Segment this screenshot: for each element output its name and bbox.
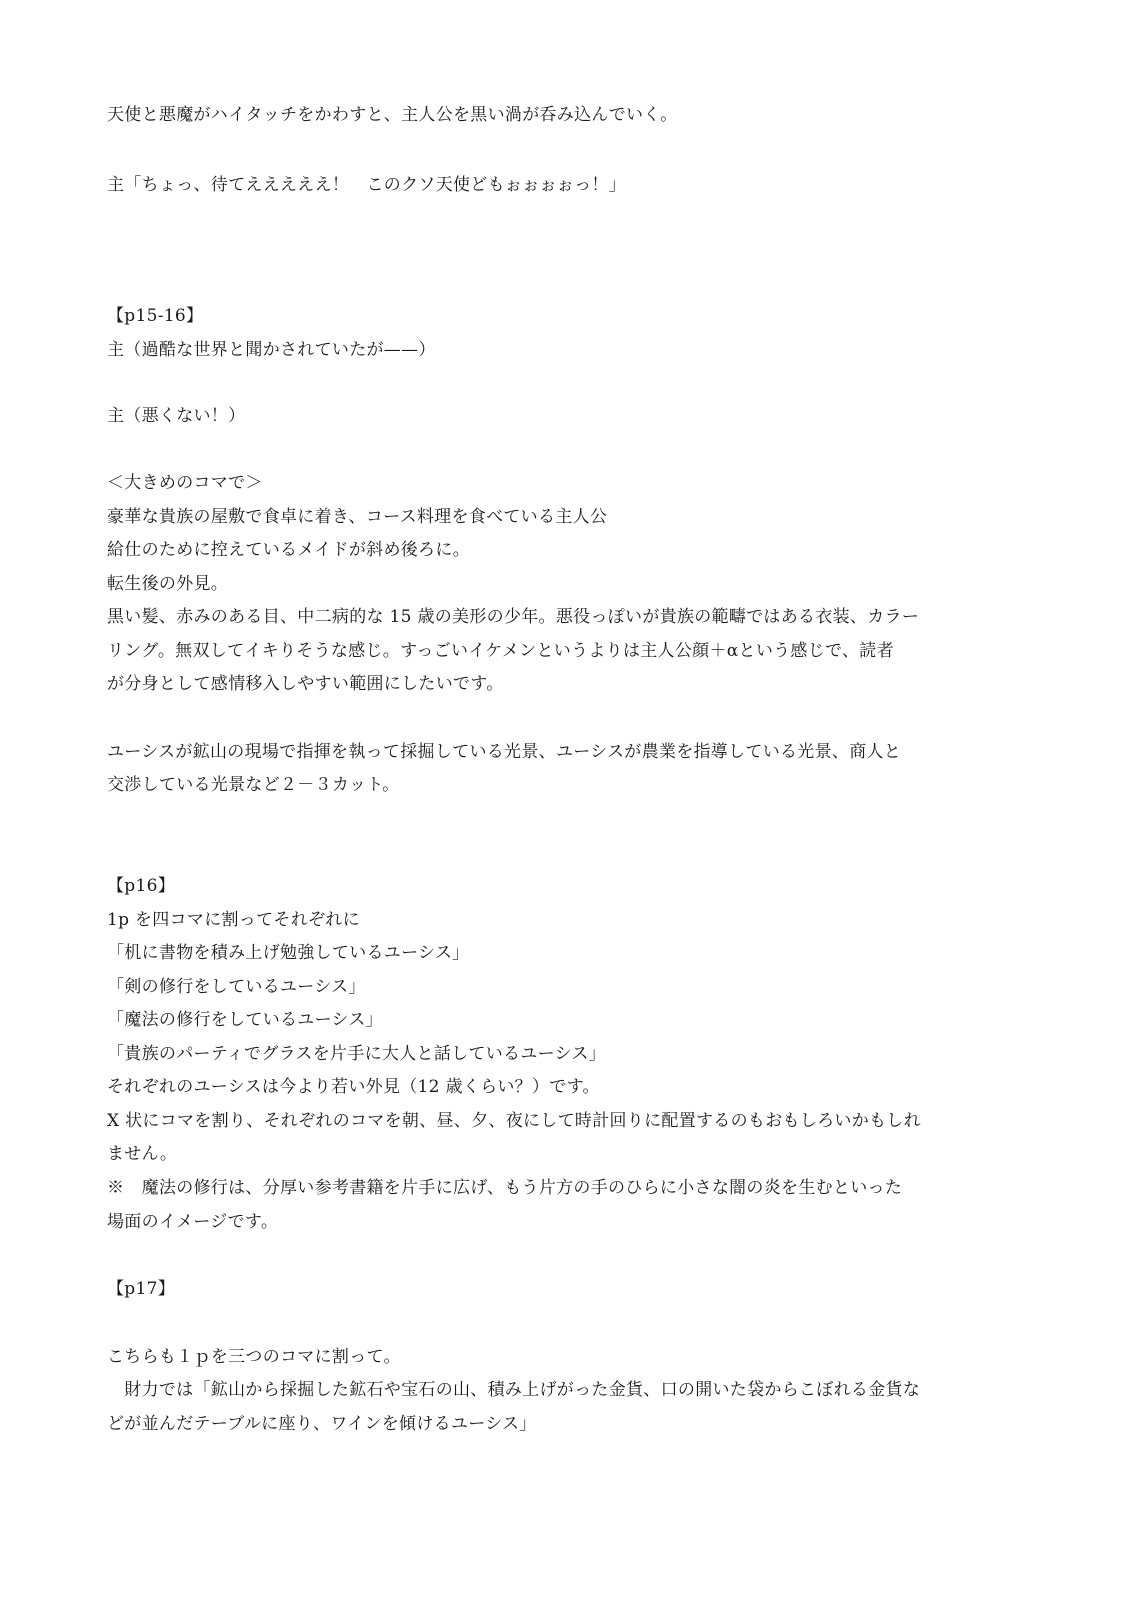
body-text-line: 給仕のために控えているメイドが斜め後ろに。 <box>107 540 470 560</box>
body-text-line: こちらも１ｐを三つのコマに割って。 <box>107 1347 401 1367</box>
body-text-line: 交渉している光景など２－３カット。 <box>107 775 400 795</box>
panel-description: 「貴族のパーティでグラスを片手に大人と話しているユーシス」 <box>107 1044 606 1064</box>
dialogue-line: 主（悪くない！） <box>107 406 246 426</box>
panel-description: 財力では「鉱山から採掘した鉱石や宝石の山、積み上げがった金貨、口の開いた袋からこぼれる金貨な <box>107 1380 921 1400</box>
panel-description: 「剣の修行をしているユーシス」 <box>107 977 366 997</box>
body-text-line: X 状にコマを割り、それぞれのコマを朝、昼、夕、夜にして時計回りに配置するのもおもしろいかもしれ <box>107 1111 921 1131</box>
dialogue-line: 主「ちょっ、待てえええええ！ このクソ天使どもぉぉぉぉっ！」 <box>107 175 626 195</box>
section-heading-p16: 【p16】 <box>107 876 176 896</box>
body-text-line: リング。無双してイキりそうな感じ。すっごいイケメンというよりは主人公顔＋αという感じで、読者 <box>107 641 894 661</box>
body-text-line: が分身として感情移入しやすい範囲にしたいです。 <box>107 674 504 694</box>
note-line: ※ 魔法の修行は、分厚い参考書籍を片手に広げ、もう片方の手のひらに小さな闇の炎を生むといった <box>107 1178 903 1198</box>
body-text-line: 1p を四コマに割ってそれぞれに <box>107 910 360 930</box>
panel-description: 「机に書物を積み上げ勉強しているユーシス」 <box>107 943 470 963</box>
note-line: 場面のイメージです。 <box>107 1212 279 1232</box>
panel-description: 「魔法の修行をしているユーシス」 <box>107 1010 383 1030</box>
dialogue-line: 主（過酷な世界と聞かされていたが——） <box>107 340 436 360</box>
body-text-line: 黒い髪、赤みのある目、中二病的な 15 歳の美形の少年。悪役っぽいが貴族の範疇ではある衣装、カラー <box>107 607 920 627</box>
section-heading-p17: 【p17】 <box>107 1279 176 1299</box>
body-text-line: 転生後の外見。 <box>107 574 229 594</box>
body-text-line: ません。 <box>107 1144 178 1164</box>
body-text-line: 天使と悪魔がハイタッチをかわすと、主人公を黒い渦が呑み込んでいく。 <box>107 105 678 125</box>
body-text-line: 豪華な貴族の屋敷で食卓に着き、コース料理を食べている主人公 <box>107 507 608 527</box>
panel-description: どが並んだテーブルに座り、ワインを傾けるユーシス」 <box>107 1414 537 1434</box>
body-text-line: ユーシスが鉱山の現場で指揮を執って採掘している光景、ユーシスが農業を指導している光景、商人と <box>107 742 902 762</box>
body-text-line: それぞれのユーシスは今より若い外見（12 歳くらい？）です。 <box>107 1077 600 1097</box>
direction-note: ＜大きめのコマで＞ <box>107 473 263 493</box>
section-heading-p15-16: 【p15-16】 <box>107 306 204 326</box>
